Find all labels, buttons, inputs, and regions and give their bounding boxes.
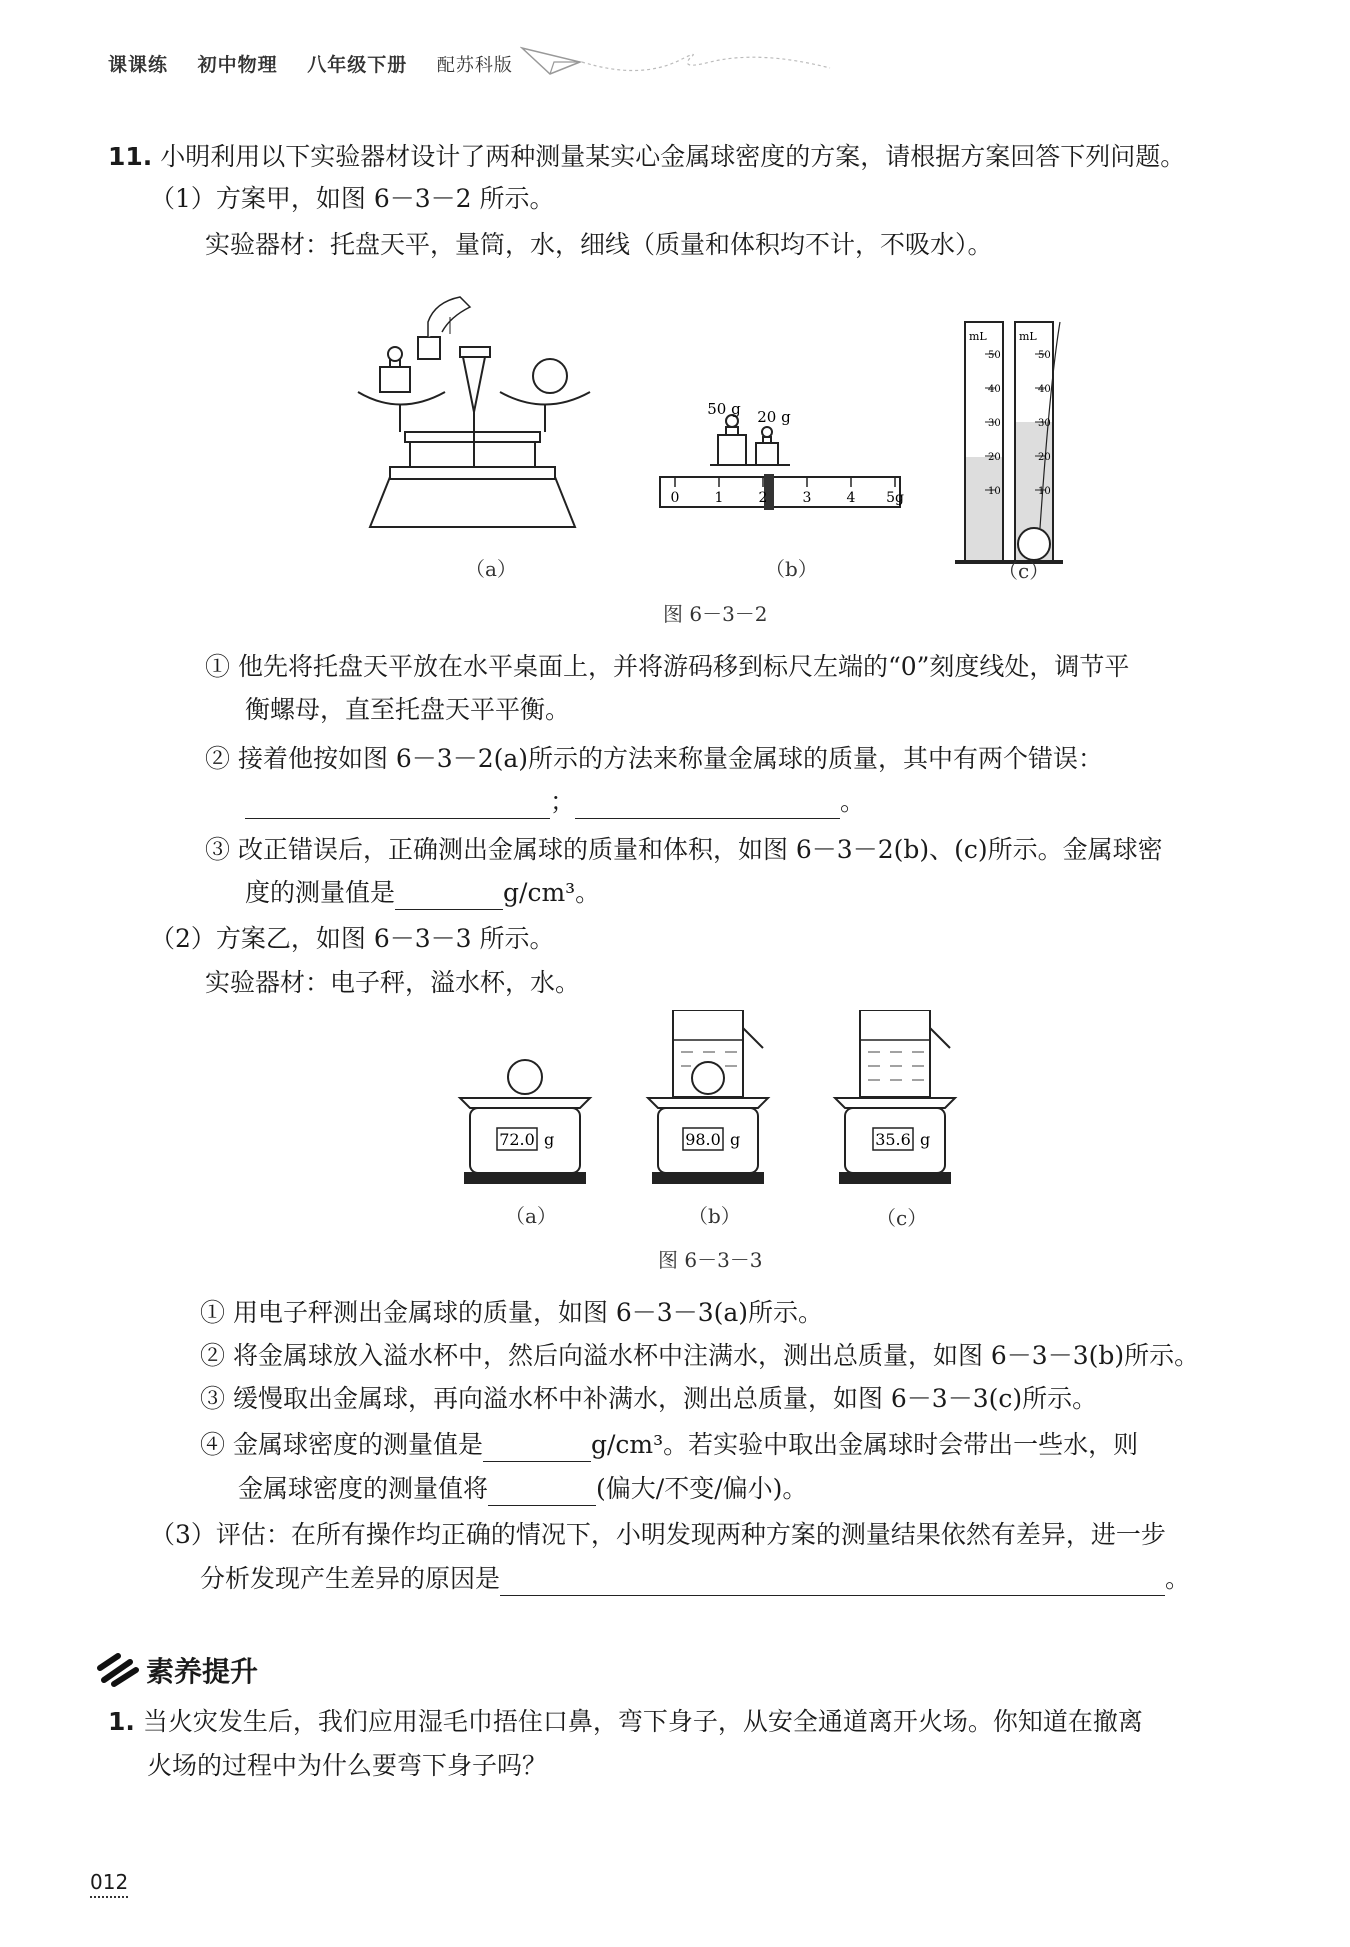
answer-blank-error2[interactable]	[575, 792, 840, 819]
cylinder-tick-label: 20	[988, 452, 1001, 463]
fig2-caption: 图 6－3－3	[658, 1248, 763, 1272]
cylinder-tick-label: 40	[1038, 384, 1051, 395]
cylinder-tick-label: 30	[988, 418, 1001, 429]
step4-text-d: (偏大/不变/偏小)。	[596, 1474, 808, 1503]
q11-part2-step3: ③ 缓慢取出金属球，再向溢水杯中补满水，测出总质量，如图 6－3－3(c)所示。	[200, 1384, 1098, 1413]
scale-unit-b: g	[730, 1130, 741, 1149]
q1-line2: 火场的过程中为什么要弯下身子吗？	[147, 1751, 548, 1780]
scale-unit-c: g	[920, 1130, 931, 1149]
header-subject: 初中物理	[197, 54, 278, 76]
page-number: 012	[90, 1870, 128, 1898]
part3-text: 分析发现产生差异的原因是	[200, 1564, 501, 1593]
balance-illustration	[358, 297, 590, 527]
q11-part1-equipment: 实验器材：托盘天平，量筒，水，细线（质量和体积均不计，不吸水）。	[205, 230, 993, 259]
cylinder-tick-label: 20	[1038, 452, 1051, 463]
scale-reading-b: 98.0	[685, 1130, 721, 1149]
q11-part2-step2: ② 将金属球放入溢水杯中，然后向溢水杯中注满水，测出总质量，如图 6－3－3(b)所示。	[200, 1341, 1200, 1370]
cylinder-tick-label: 10	[1038, 486, 1051, 497]
electronic-scales	[460, 1010, 955, 1183]
q11-part2-step4-line1	[200, 1428, 1138, 1462]
ruler-tick-label: 2	[758, 490, 768, 506]
step3-unit: g/cm³。	[503, 878, 601, 907]
q11-part2-step1: ① 用电子秤测出金属球的质量，如图 6－3－3(a)所示。	[200, 1298, 824, 1327]
q11-part2-title: （2）方案乙，如图 6－3－3 所示。	[150, 924, 555, 953]
step4-text-b: g/cm³。若实验中取出金属球时会带出一些水，则	[590, 1430, 1139, 1459]
cylinder-unit-label: mL	[1019, 330, 1037, 343]
fig2-sublabel-c: （c）	[876, 1206, 928, 1230]
header-book: 课课练	[108, 54, 169, 76]
cylinder-unit-label: mL	[969, 330, 987, 343]
cylinder-tick-label: 50	[988, 350, 1001, 361]
q1-line1	[108, 1705, 1143, 1739]
header-edition: 配苏科版	[436, 55, 513, 76]
ruler-tick-label: 5g	[886, 490, 904, 506]
blank-separator: ；	[550, 787, 576, 816]
q11-part2-equipment: 实验器材：电子秤，溢水杯，水。	[205, 968, 581, 997]
q11-stem-line	[108, 140, 1185, 174]
q11-stem: 小明利用以下实验器材设计了两种测量某实心金属球密度的方案，请根据方案回答下列问题。	[160, 142, 1186, 171]
figure-6-3-3	[455, 1010, 975, 1200]
q1-number: 1.	[108, 1707, 135, 1736]
fig2-sublabel-b: （b）	[688, 1204, 741, 1228]
figure-6-3-2	[350, 282, 1100, 582]
ruler-tick-label: 4	[846, 490, 856, 506]
answer-blank-bias[interactable]	[488, 1479, 596, 1506]
cylinder-tick-label: 30	[1038, 418, 1051, 429]
part3-end: 。	[1165, 1564, 1191, 1593]
step4-text-a: ④ 金属球密度的测量值是	[200, 1430, 483, 1459]
q11-part1-title: （1）方案甲，如图 6－3－2 所示。	[150, 184, 555, 213]
step4-text-c: 金属球密度的测量值将	[238, 1474, 489, 1503]
q11-step2-blanks	[245, 785, 865, 819]
step2-end: 。	[840, 787, 866, 816]
ruler-tick-label: 1	[714, 490, 724, 506]
fig1-sublabel-a: （a）	[465, 557, 517, 581]
q11-step1-line2: 衡螺母，直至托盘天平平衡。	[245, 695, 571, 724]
weight-label-20g: 20 g	[757, 408, 791, 426]
q11-part2-step4-line2	[238, 1472, 807, 1506]
fig2-sublabel-a: （a）	[505, 1204, 557, 1228]
answer-blank-density1[interactable]	[395, 883, 503, 910]
answer-blank-error1[interactable]	[245, 792, 550, 819]
weight-label-50g: 50 g	[707, 400, 741, 418]
q11-part3-line1: （3）评估：在所有操作均正确的情况下，小明发现两种方案的测量结果依然有差异，进一步	[150, 1520, 1166, 1549]
q11-part3-line2	[200, 1562, 1190, 1596]
q11-number: 11.	[108, 142, 153, 171]
fig1-sublabel-c: （c）	[998, 559, 1050, 583]
scale-reading-c: 35.6	[875, 1130, 911, 1149]
q11-step2-line1: ② 接着他按如图 6－3－2(a)所示的方法来称量金属球的质量，其中有两个错误：	[205, 744, 1104, 773]
section-mark-icon	[96, 1652, 140, 1688]
fig1-caption: 图 6－3－2	[663, 602, 768, 626]
q1-text-line1: 当火灾发生后，我们应用湿毛巾捂住口鼻，弯下身子，从安全通道离开火场。你知道在撤离	[142, 1707, 1143, 1736]
scale-unit-a: g	[544, 1130, 555, 1149]
weights-and-ruler	[660, 415, 900, 510]
q11-step3-line2	[245, 876, 600, 910]
page-header	[108, 50, 535, 77]
ruler-tick-label: 3	[802, 490, 812, 506]
cylinder-tick-label: 50	[1038, 350, 1051, 361]
cylinder-tick-label: 40	[988, 384, 1001, 395]
paper-plane-decoration	[520, 40, 840, 90]
ruler-tick-label: 0	[670, 490, 680, 506]
q11-step3-line1: ③ 改正错误后，正确测出金属球的质量和体积，如图 6－3－2(b)、(c)所示。金属球密	[205, 835, 1163, 864]
answer-blank-reason[interactable]	[500, 1569, 1165, 1596]
answer-blank-density2[interactable]	[483, 1435, 591, 1462]
q11-step1-line1: ① 他先将托盘天平放在水平桌面上，并将游码移到标尺左端的“0”刻度线处，调节平	[205, 652, 1130, 681]
header-grade: 八年级下册	[307, 54, 408, 76]
fig1-sublabel-b: （b）	[765, 557, 818, 581]
cylinder-tick-label: 10	[988, 486, 1001, 497]
section-title: 素养提升	[146, 1655, 259, 1688]
scale-reading-a: 72.0	[499, 1130, 535, 1149]
step3-text: 度的测量值是	[245, 878, 396, 907]
